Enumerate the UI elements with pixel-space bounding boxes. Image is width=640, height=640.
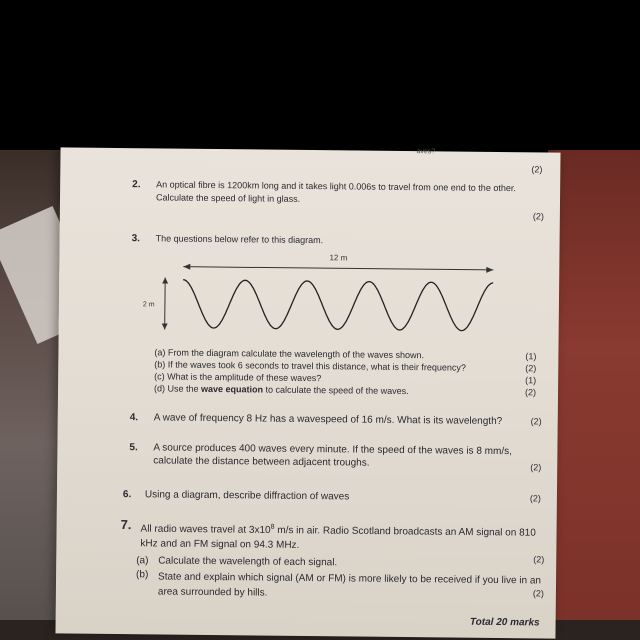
question-3d-marks: (2): [524, 387, 537, 398]
question-3b-marks: (2): [525, 363, 537, 374]
question-7: [57, 517, 557, 552]
question-text: A source produces 400 waves every minute. If the speed of the waves is 8 mm/s, calculate the distance between adjacent troughs.: [153, 442, 512, 469]
question-7b-text: State and explain which signal (AM or FM) is more likely to be received if you live in an area surrounded by hills.: [157, 571, 542, 599]
question-3d-text-start: (d) Use the: [153, 383, 202, 394]
question-marks: (2): [529, 493, 541, 504]
height-arrow-bottom-head: [162, 323, 168, 329]
question-7a-text: Calculate the wavelength of each signal.: [158, 555, 338, 569]
height-arrow: [165, 277, 166, 329]
question-3a: (a) From the diagram calculate the wavelength of the waves shown.: [154, 347, 425, 361]
question-7-text-end: m/s in air. Radio Scotland broadcasts an AM signal on 810 kHz and an FM signal on 94.3 MHz.: [140, 524, 536, 552]
length-label: 12 m: [329, 253, 348, 263]
question-7b-label: (b): [136, 569, 149, 581]
question-number: 6.: [122, 489, 132, 501]
question-number: 2.: [132, 179, 141, 191]
question-text: A wave of frequency 8 Hz has a wavespeed of 16 m/s. What is its wavelength?: [153, 412, 503, 428]
dark-background: [0, 0, 640, 150]
question-3a-marks: (1): [525, 351, 537, 362]
question-7-text-start: All radio waves travel at 3x10: [140, 523, 271, 536]
worksheet-page: [55, 147, 560, 638]
question-7b-marks: (2): [532, 588, 544, 599]
length-arrow-right-head: [486, 267, 493, 273]
question-3d-bold-term: wave equation: [201, 383, 264, 395]
question-6: [57, 487, 557, 504]
previous-question-fragment: aves?: [416, 148, 436, 156]
question-7a: [136, 555, 566, 571]
question-3d: [154, 382, 409, 397]
height-arrow-top-head: [162, 277, 168, 283]
question-3d-text-end: to calculate the speed of the waves.: [263, 384, 409, 397]
question-text: [140, 518, 540, 556]
question-5: [57, 440, 557, 473]
question-text: An optical fibre is 1200km long and it takes light 0.006s to travel from one end to the other. Calculate the speed of light in glass.: [155, 179, 516, 204]
wave-curve: [183, 280, 493, 331]
question-number: 5.: [129, 442, 138, 454]
question-7a-marks: (2): [533, 554, 545, 565]
question-marks: (2): [530, 462, 542, 473]
question-marks: (2): [532, 211, 544, 222]
question-3c-marks: (1): [525, 375, 537, 386]
height-label: 2 m: [142, 301, 155, 309]
question-4: [58, 410, 558, 428]
length-arrow: [183, 267, 493, 270]
question-text: The questions below refer to this diagram.: [155, 233, 324, 246]
question-7b: [136, 569, 566, 599]
total-marks: Total 20 marks: [469, 616, 540, 629]
question-3b: (b) If the waves took 6 seconds to travel this distance, what is their frequency?: [154, 359, 466, 373]
previous-question-marks: (2): [531, 164, 543, 175]
question-marks: (2): [530, 416, 542, 427]
question-number: 7.: [120, 517, 132, 533]
question-number: 4.: [129, 412, 139, 424]
question-2: [60, 177, 560, 222]
question-text: Using a diagram, describe diffraction of waves: [144, 489, 350, 503]
length-arrow-left-head: [183, 264, 190, 270]
question-7a-label: (a): [136, 555, 149, 567]
question-number: 3.: [131, 233, 141, 245]
question-3: [60, 231, 560, 246]
wave-diagram: [143, 243, 524, 347]
question-7-exponent: 8: [270, 523, 275, 531]
question-3c: (c) What is the amplitude of these waves?: [154, 371, 322, 384]
